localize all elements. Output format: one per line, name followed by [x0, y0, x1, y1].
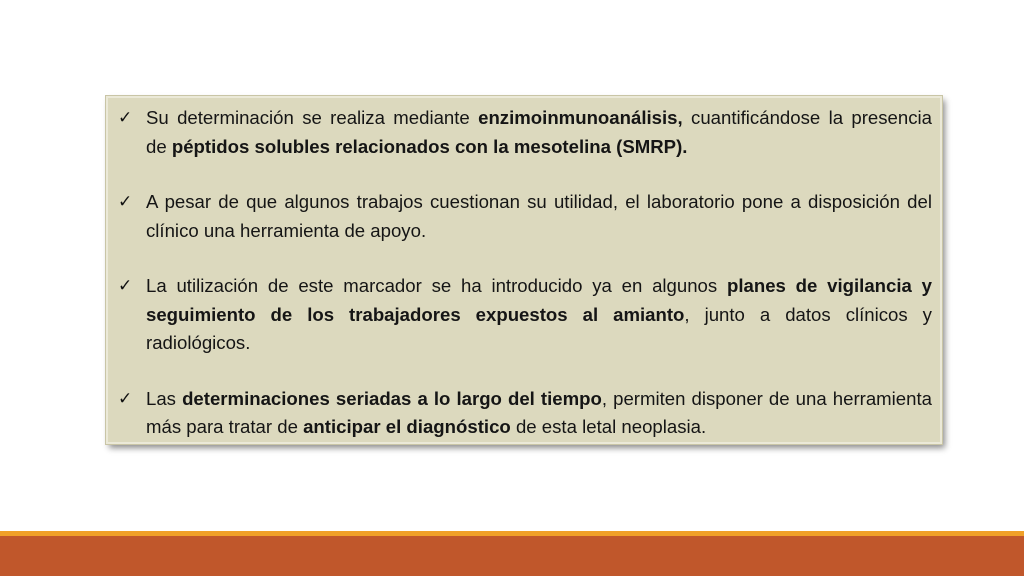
text-segment: , permiten disponer de una herramienta más para tratar de — [146, 387, 932, 437]
bold-text-segment: anticipar el diagnóstico — [303, 416, 511, 437]
bullet-paragraph — [146, 104, 932, 161]
text-segment: , junto a datos clínicos y radiológicos. — [146, 303, 932, 353]
bullet-item — [118, 104, 932, 161]
bullet-paragraph — [146, 188, 932, 245]
text-segment: Las — [146, 387, 183, 409]
bullet-item — [118, 188, 932, 245]
text-segment: cuantificándose la presencia de — [146, 107, 932, 157]
bold-text-segment: enzimoinmunoanálisis, — [478, 107, 683, 128]
text-segment: de esta letal neoplasia. — [510, 416, 707, 437]
bold-text-segment: determinaciones seriadas a lo largo del tiempo — [182, 387, 602, 409]
bullet-item — [118, 385, 932, 442]
footer-bar — [0, 536, 1024, 576]
text-segment: A pesar de que algunos trabajos cuestionan su utilidad, el laboratorio pone a disposición del clínico una herramienta de apoyo. — [146, 191, 932, 241]
bold-text-segment: planes de vigilancia y seguimiento de los trabajadores expuestos al amianto — [146, 275, 933, 325]
checkmark-icon: ✓ — [118, 388, 133, 409]
checkmark-icon: ✓ — [118, 192, 133, 212]
bullet-paragraph — [146, 385, 932, 442]
text-segment: Su determinación se realiza mediante — [146, 107, 479, 128]
bullet-item — [118, 272, 932, 358]
bullet-paragraph — [146, 272, 932, 358]
checkmark-icon: ✓ — [118, 276, 133, 296]
bold-text-segment: péptidos solubles relacionados con la mesotelina (SMRP). — [171, 135, 688, 157]
checkmark-icon: ✓ — [118, 108, 133, 128]
content-text-box — [106, 96, 942, 444]
text-segment: La utilización de este marcador se ha introducido ya en algunos — [146, 275, 727, 296]
